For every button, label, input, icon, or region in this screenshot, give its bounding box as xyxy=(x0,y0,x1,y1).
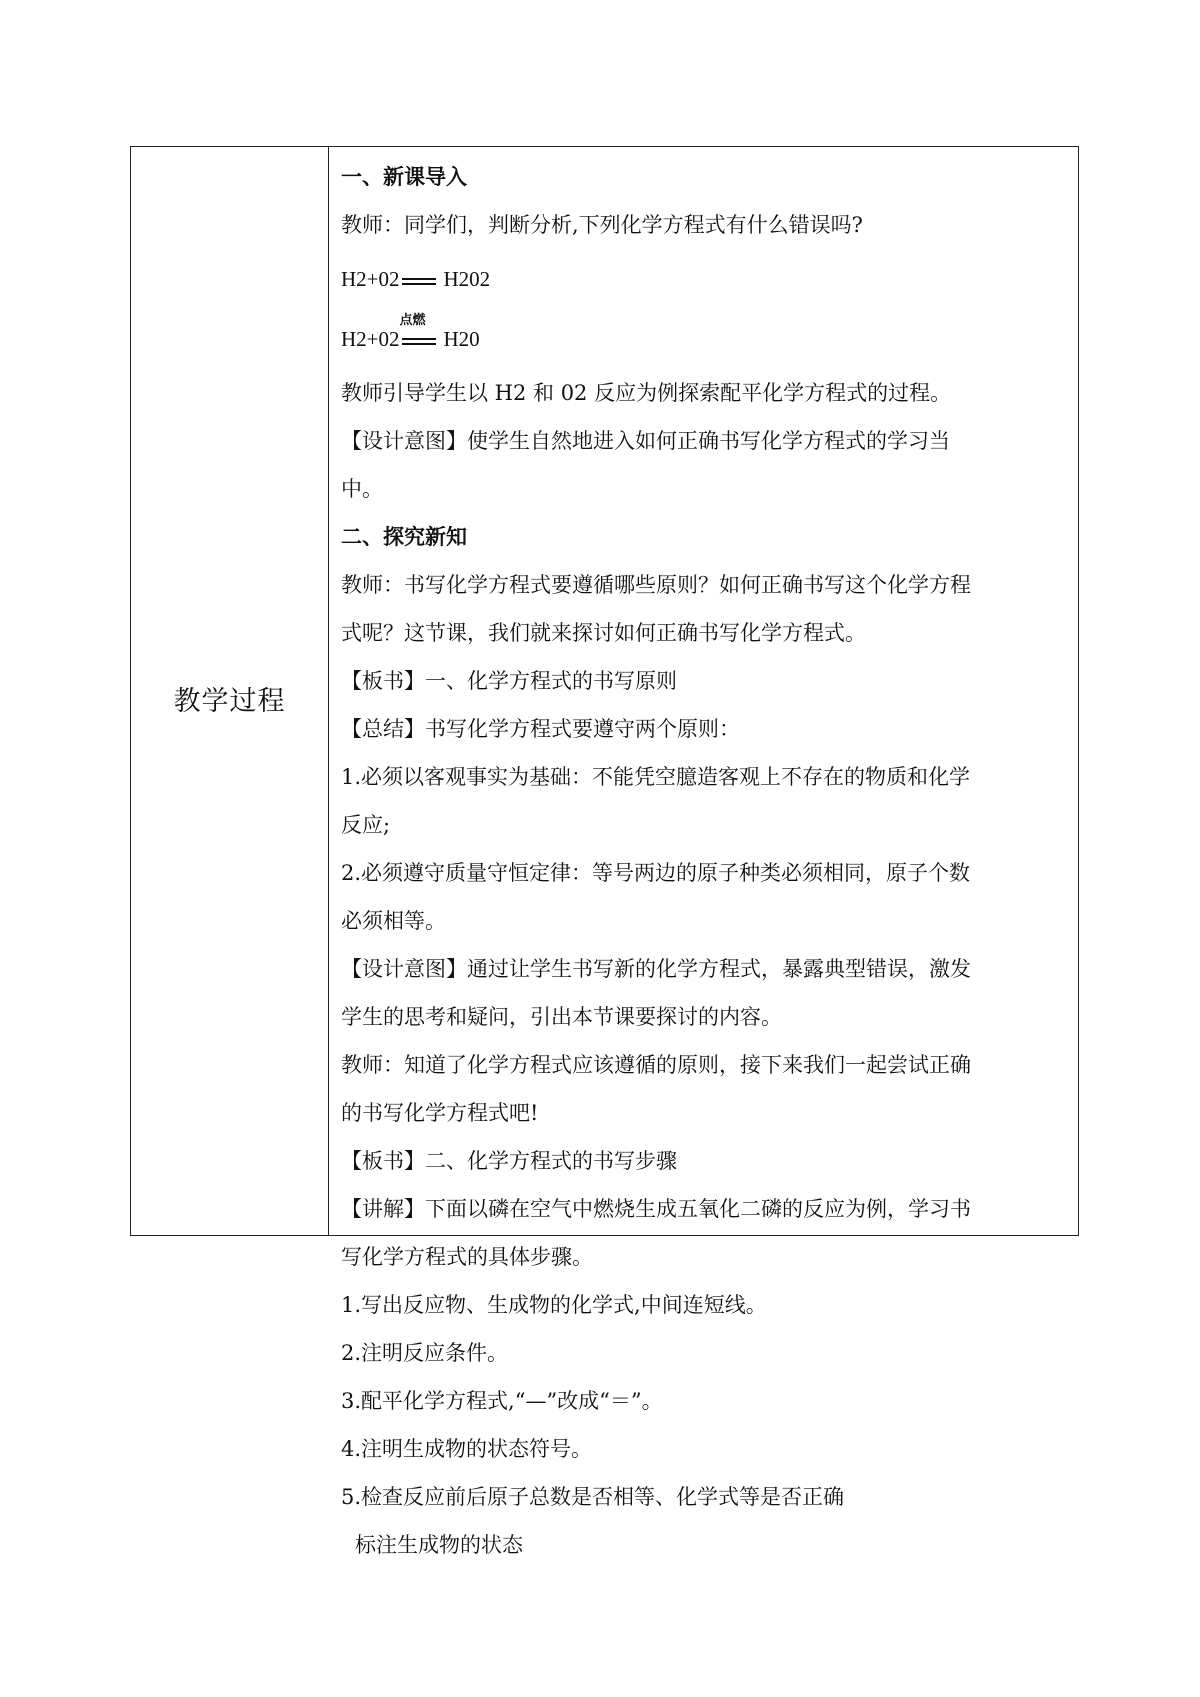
step-2: 2.注明反应条件。 xyxy=(341,1341,509,1365)
step-1: 1.写出反应物、生成物的化学式,中间连短线。 xyxy=(341,1293,767,1317)
principle-1-b: 反应; xyxy=(341,813,391,837)
equals-sign xyxy=(402,271,436,291)
principle-2-a: 2.必须遵守质量守恒定律：等号两边的原子种类必须相同，原子个数 xyxy=(341,861,971,885)
principle-1-a: 1.必须以客观事实为基础：不能凭空臆造客观上不存在的物质和化学 xyxy=(341,765,971,789)
state-note: 标注生成物的状态 xyxy=(355,1533,523,1557)
step-5: 5.检查反应前后原子总数是否相等、化学式等是否正确 xyxy=(341,1485,845,1509)
step-4: 4.注明生成物的状态符号。 xyxy=(341,1437,593,1461)
summary: 【总结】书写化学方程式要遵守两个原则： xyxy=(341,717,740,741)
step-3: 3.配平化学方程式,“—”改成“＝”。 xyxy=(341,1389,663,1413)
explore-question-1: 教师：书写化学方程式要遵循哪些原则？如何正确书写这个化学方程 xyxy=(341,573,971,597)
explain-b: 写化学方程式的具体步骤。 xyxy=(341,1245,593,1269)
content-cell xyxy=(329,147,1078,1557)
intro-design-1: 【设计意图】使学生自然地进入如何正确书写化学方程式的学习当 xyxy=(341,429,950,453)
design-2-b: 学生的思考和疑问，引出本节课要探讨的内容。 xyxy=(341,1005,782,1029)
board-note-1: 【板书】一、化学方程式的书写原则 xyxy=(341,669,677,693)
formula-2-right: H20 xyxy=(443,327,480,351)
intro-guide: 教师引导学生以 H2 和 02 反应为例探索配平化学方程式的过程。 xyxy=(341,381,952,405)
explore-question-2: 式呢？这节课，我们就来探讨如何正确书写化学方程式。 xyxy=(341,621,866,645)
principle-2-b: 必须相等。 xyxy=(341,909,446,933)
equals-sign-with-condition xyxy=(399,313,436,351)
teacher-2-a: 教师：知道了化学方程式应该遵循的原则，接下来我们一起尝试正确 xyxy=(341,1053,971,1077)
row-label-cell xyxy=(131,147,329,1235)
intro-design-2: 中。 xyxy=(341,477,383,501)
intro-question: 教师：同学们，判断分析,下列化学方程式有什么错误吗? xyxy=(341,213,863,237)
teacher-2-b: 的书写化学方程式吧! xyxy=(341,1101,539,1125)
intro-heading: 一、新课导入 xyxy=(341,165,467,189)
row-label: 教学过程 xyxy=(173,685,286,717)
formula-1-left: H2+02 xyxy=(341,267,400,291)
board-note-2: 【板书】二、化学方程式的书写步骤 xyxy=(341,1149,677,1173)
formula-1 xyxy=(341,249,1068,309)
lesson-table xyxy=(130,146,1079,1557)
formula-1-right: H202 xyxy=(443,267,491,291)
reaction-condition: 点燃 xyxy=(399,313,426,329)
explain-a: 【讲解】下面以磷在空气中燃烧生成五氧化二磷的反应为例，学习书 xyxy=(341,1197,971,1221)
explore-heading: 二、探究新知 xyxy=(341,525,467,549)
design-2-a: 【设计意图】通过让学生书写新的化学方程式，暴露典型错误，激发 xyxy=(341,957,971,981)
formula-2-left: H2+02 xyxy=(341,327,400,351)
formula-2 xyxy=(341,309,1068,369)
